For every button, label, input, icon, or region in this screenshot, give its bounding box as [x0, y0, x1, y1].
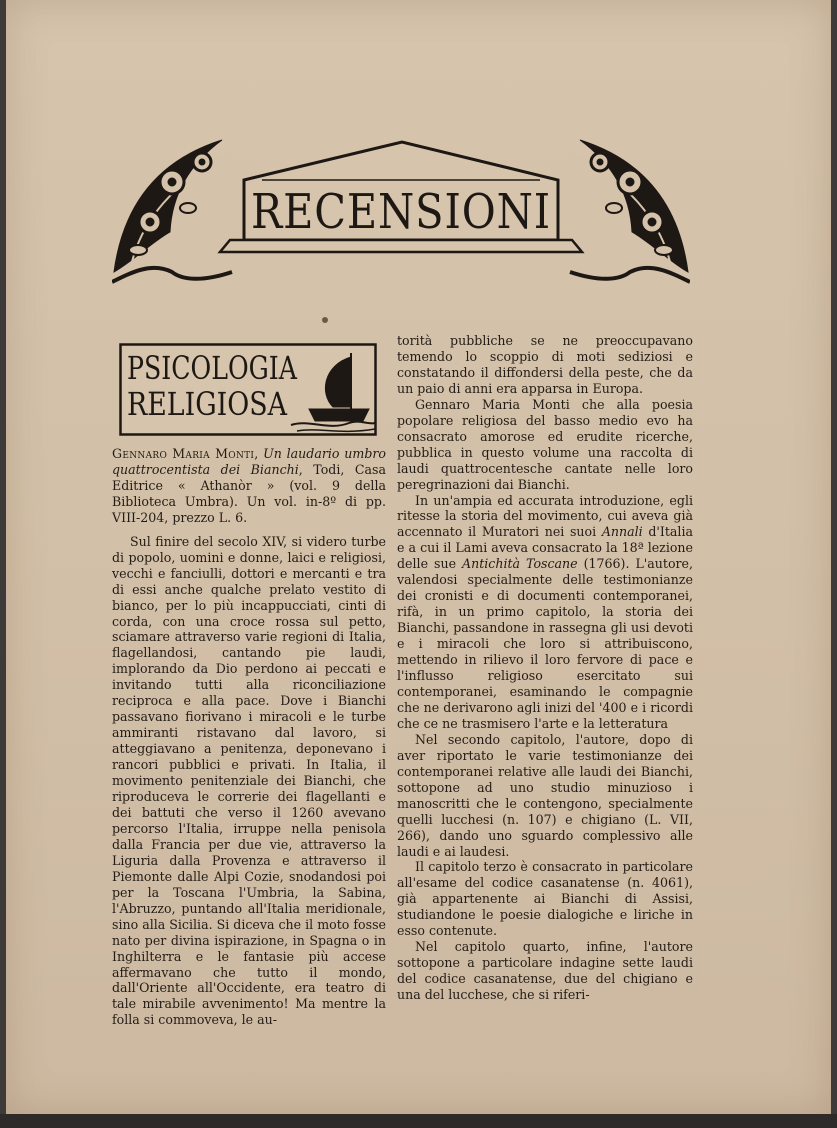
- p2-text-a: In un'ampia ed accurata introduzione, egli ritesse la storia del movimento, cui aveva già accennato il Muratori nei suoi: [397, 492, 693, 540]
- left-column: [112, 446, 386, 1028]
- right-paragraph-2: [397, 493, 693, 732]
- ornament-dot: [322, 317, 328, 323]
- right-paragraph-1: Gennaro Maria Monti che alla poesia popolare religiosa del basso medio evo ha consacrato amorose ed erudite ricerche, pubblica in questo volume una raccolta di laudi quattrocentesche cantate nelle loro peregrinazioni dai Bianchi.: [397, 396, 693, 492]
- book-details: , Todi, Casa Editrice « Athanòr » (vol. 9 della Biblioteca Umbra). Un vol. in-8º di pp. VIII-204, prezzo L. 6.: [112, 461, 386, 525]
- right-paragraph-3: Nel secondo capitolo, l'autore, dopo di aver riportato le varie testimonianze dei contemporanei relative alle laudi dei Bianchi, sottopone ad uno studio minuzioso i manoscritti che le contengono, specialmente quelli lucchesi (n. 107) e chigiano (L. VII, 266), dando uno sguardo complessivo alle laudi e ai laudesi.: [397, 731, 693, 859]
- section-title-line2: RELIGIOSA: [127, 385, 288, 423]
- section-header: [119, 343, 377, 436]
- left-floral-icon: [112, 140, 232, 282]
- right-paragraph-0: torità pubbliche se ne preoccupavano temendo lo scoppio di moti sediziosi e constatando il diffondersi della peste, che da un paio di anni era apparsa in Europa.: [397, 333, 693, 396]
- masthead-ornament: [112, 122, 690, 290]
- right-paragraph-5: Nel capitolo quarto, infine, l'autore sottopone a particolare indagine sette laudi del codice casanatense, due del chigiano e una del lucchese, che si riferi-: [397, 939, 693, 1003]
- left-paragraph-1: Sul finire del secolo XIV, si videro turbe di popolo, uomini e donne, laici e religiosi, vecchi e fanciulli, dottori e mercanti e tra di essi anche qualche prelato vestito di bianco, per lo più incappucciati, cinti di corda, con una croce rossa sul petto, sciamare attraverso varie regioni di Italia, flagellandosi, cantando pie laudi, implorando da Dio perdono ai peccati e invitando tutti alla riconciliazione reciproca e alla pace. Dove i Bianchi passavano fiorivano i miracoli e le turbe ammiranti ristavano dal lavoro, si atteggiavano a penitenza, deponevano i rancori pubblici e privati. In Italia, il movimento penitenziale dei Bianchi, che riproduceva le correrie dei flagellanti e dei battuti che verso il 1260 avevano percorso l'Italia, irruppe nella penisola dalla Francia per due vie, attraverso la Liguria dalla Provenza e attraverso il Piemonte dalle Alpi Cozie, snodandosi poi per la Toscana l'Umbria, la Sabina, l'Abruzzo, puntando all'Italia meridionale, sino alla Sicilia. Si diceva che il moto fosse nato per divina ispirazione, in Spagna o in Inghilterra e le fantasie più accese affermavano che tutto il mondo, dall'Oriente all'Occidente, era teatro di tale mirabile avvenimento! Ma mentre la folla si commoveva, le au-: [112, 533, 386, 1028]
- p2-text-e: (1766). L'autore, valendosi specialmente delle testimonianze dei cronisti e di documenti contemporanei, rifà, in un primo capitolo, la storia dei Bianchi, passandone in rassegna gli usi devoti e i miracoli che loro si attribuiscono, mettendo in rilievo il loro fervore di pace e l'influsso religioso esercitato sui contemporanei, esaminando le compagnie che ne derivarono agli inizi del '400 e i ricordi che ce ne trasmisero l'arte e la letteratura: [397, 556, 694, 731]
- right-floral-icon: [570, 140, 690, 282]
- bibliographic-entry: [112, 446, 386, 526]
- right-column: [397, 333, 693, 1003]
- page-edge-shadow: [0, 1114, 837, 1128]
- right-paragraph-4: Il capitolo terzo è consacrato in particolare all'esame del codice casanatense (n. 4061), già appartenente ai Bianchi di Assisi, studiandone le poesie dialogiche e liriche in esso contenute.: [397, 859, 693, 939]
- antichita-title: Antichità Toscane: [462, 556, 578, 572]
- masthead-title: RECENSIONI: [251, 184, 551, 240]
- review-author: Gennaro Maria Monti: [112, 446, 255, 461]
- section-title-line1: PSICOLOGIA: [127, 349, 298, 387]
- biblio-separator: ,: [254, 446, 264, 461]
- p2-text-c: d'Italia e a cui il Lami aveva consacrato la 18ª lezione delle sue: [397, 524, 693, 572]
- annali-title: Annali: [601, 524, 643, 540]
- book-title: Un laudario umbro quattrocentista dei Bianchi: [112, 446, 386, 477]
- page: [6, 0, 831, 1114]
